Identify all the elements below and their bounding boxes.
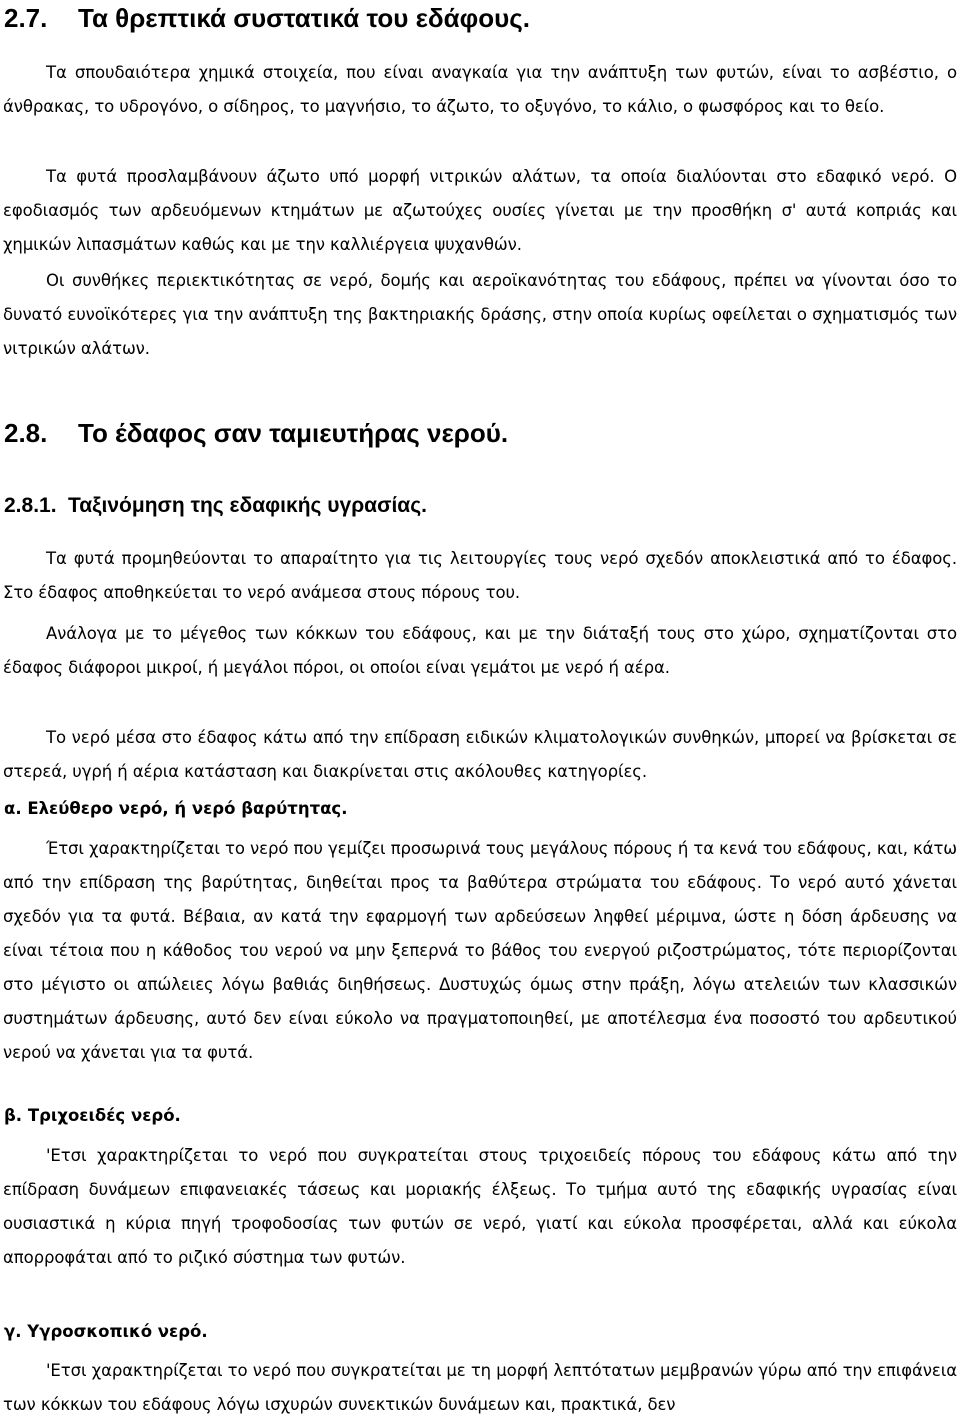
section-heading-2-7 xyxy=(4,3,530,33)
section-number: 2.7. xyxy=(4,3,48,33)
paragraph-hygroscopic-water: 'Ετσι χαρακτηρίζεται το νερό που συγκρατείται με τη μορφή λεπτότατων μεμβρανών γύρω από την επιφάνεια των κόκκων του εδάφους λόγω ισχυρών συνεκτικών δυνάμεων και, πρακτικά, δεν xyxy=(3,1361,957,1414)
paragraph-free-water: Έτσι χαρακτηρίζεται το νερό που γεμίζει προσωρινά τους μεγάλους πόρους ή τα κενά του εδάφους, και, κάτω από την επίδραση της βαρύτητας, διηθείται προς τα βαθύτερα στρώματα του εδάφους. Το νερό αυτό χάνεται σχεδόν για τα φυτά. Βέβαια, αν κατά την εφαρμογή των αρδεύσεων ληφθεί μέριμνα, ώστε η δόση άρδευσης να είναι τέτοια που η κάθοδος του νερού να μην ξεπερνά το βάθος του ενεργού ριζοστρώματος, τότε περιορίζονται στο μέγιστο οι απώλειες λόγω βαθιάς διηθήσεως. Δυστυχώς όμως στην πράξη, λόγω ατελειών των κλασσικών συστημάτων άρδευσης, αυτό δεν είναι εύκολο να πραγματοποιηθεί, με αποτέλεσμα ένα ποσοστό του αρδευτικού νερού να χάνεται για τα φυτά. xyxy=(3,839,957,1062)
paragraph-nitrogen-uptake: Τα φυτά προσλαμβάνουν άζωτο υπό μορφή νιτρικών αλάτων, τα οποία διαλύονται στο εδαφικό νερό. Ο εφοδιασμός των αρδευόμενων κτημάτων με αζωτούχες ουσίες γίνεται με την προσθήκη σ' αυτά κοπριάς και χημικών λιπασμάτων καθώς και με την καλλιέργεια ψυχανθών. xyxy=(3,167,957,254)
paragraph-water-states: Το νερό μέσα στο έδαφος κάτω από την επίδραση ειδικών κλιματολογικών συνθηκών, μπορεί να βρίσκεται σε στερεά, υγρή ή αέρια κατάσταση και διακρίνεται στις ακόλουθες κατηγορίες. xyxy=(3,728,957,781)
section-heading-2-8-1 xyxy=(4,493,427,519)
paragraph-water-supply: Τα φυτά προμηθεύονται το απαραίτητο για τις λειτουργίες τους νερό σχεδόν αποκλειστικά από το έδαφος. Στο έδαφος αποθηκεύεται το νερό ανάμεσα στους πόρους του. xyxy=(3,549,957,602)
section-title: Ταξινόμηση της εδαφικής υγρασίας. xyxy=(68,494,427,517)
subheading-free-water: α. Ελεύθερο νερό, ή νερό βαρύτητας. xyxy=(4,799,348,818)
subheading-capillary-water: β. Τριχοειδές νερό. xyxy=(4,1106,181,1125)
section-heading-2-8 xyxy=(4,418,508,448)
section-title: Το έδαφος σαν ταμιευτήρας νερού. xyxy=(78,418,509,448)
paragraph-capillary-water: 'Ετσι χαρακτηρίζεται το νερό που συγκρατείται στους τριχοειδείς πόρους του εδάφους κάτω από την επίδραση δυνάμεων επιφανειακές τάσεως και μοριακής έλξεως. Το τμήμα αυτό της εδαφικής υγρασίας είναι ουσιαστικά η κύρια πηγή τροφοδοσίας των φυτών σε νερό, γιατί και εύκολα προσφέρεται, αλλά και εύκολα απορροφάται από το ριζικό σύστημα των φυτών. xyxy=(3,1146,957,1267)
paragraph-soil-pores: Ανάλογα με το μέγεθος των κόκκων του εδάφους, και με την διάταξή τους στο χώρο, σχηματίζονται στο έδαφος διάφοροι μικροί, ή μεγάλοι πόροι, οι οποίοι είναι γεμάτοι με νερό ή αέρα. xyxy=(3,624,957,677)
section-number: 2.8.1. xyxy=(4,494,57,517)
paragraph-soil-conditions: Οι συνθήκες περιεκτικότητας σε νερό, δομής και αεροϊκανότητας του εδάφους, πρέπει να γίνονται όσο το δυνατό ευνοϊκότερες για την ανάπτυξη της βακτηριακής δράσης, στην οποία κυρίως οφείλεται ο σχηματισμός των νιτρικών αλάτων. xyxy=(3,271,957,358)
subheading-hygroscopic-water: γ. Υγροσκοπικό νερό. xyxy=(4,1322,208,1341)
paragraph-nutrients-elements: Τα σπουδαιότερα χημικά στοιχεία, που είναι αναγκαία για την ανάπτυξη των φυτών, είναι το ασβέστιο, ο άνθρακας, το υδρογόνο, ο σίδηρος, το μαγνήσιο, το άζωτο, το οξυγόνο, το κάλιο, ο φωσφόρος και το θείο. xyxy=(3,63,957,116)
section-title: Τα θρεπτικά συστατικά του εδάφους. xyxy=(78,3,531,33)
section-number: 2.8. xyxy=(4,418,48,448)
